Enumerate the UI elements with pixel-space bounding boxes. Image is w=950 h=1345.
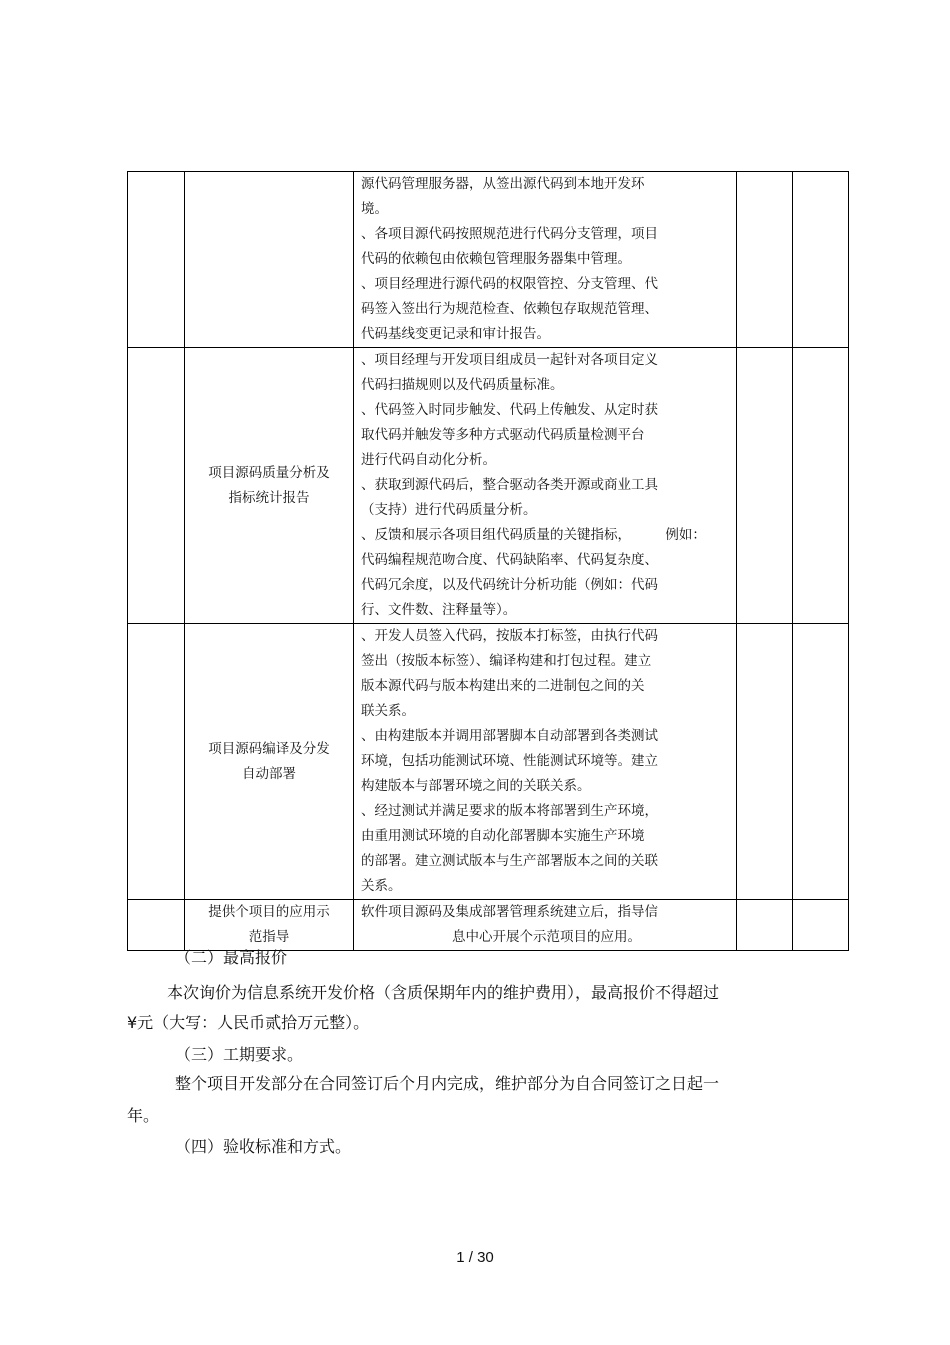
item-name-line: 项目源码质量分析及 <box>208 464 330 481</box>
description-line: 关系。 <box>361 878 402 894</box>
price-heading: （二）最高报价 <box>175 948 288 967</box>
description-line: 由重用测试环境的自动化部署脚本实施生产环境 <box>361 828 645 844</box>
empty-cell <box>793 624 849 900</box>
item-name-cell <box>185 172 354 348</box>
item-name-line: 自动部署 <box>242 765 296 782</box>
acceptance-heading: （四）验收标准和方式。 <box>175 1137 352 1156</box>
item-name-line: 范指导 <box>248 929 290 945</box>
description-line: 息中心开展个示范项目的应用。 <box>452 929 641 945</box>
description-line: 境。 <box>361 201 388 217</box>
description-line: 的部署。建立测试版本与生产部署版本之间的关联 <box>361 853 658 869</box>
description-line: 、各项目源代码按照规范进行代码分支管理，项目 <box>361 226 658 242</box>
item-name-cell <box>185 348 354 624</box>
price-paragraph-line-1: 本次询价为信息系统开发价格（含质保期年内的维护费用），最高报价不得超过 <box>167 983 720 1002</box>
description-line: 软件项目源码及集成部署管理系统建立后，指导信 <box>361 904 658 920</box>
description-line: 、经过测试并满足要求的版本将部署到生产环境， <box>361 803 658 819</box>
table-row <box>128 900 849 951</box>
item-name-line: 项目源码编译及分发 <box>208 740 330 757</box>
page-number: 1 / 30 <box>456 1249 494 1266</box>
empty-cell <box>737 348 793 624</box>
item-name-line: 提供个项目的应用示 <box>208 904 330 920</box>
description-cell <box>354 900 737 951</box>
index-cell <box>128 624 185 900</box>
empty-cell <box>793 172 849 348</box>
index-cell <box>128 172 185 348</box>
period-paragraph-line-1: 整个项目开发部分在合同签订后个月内完成，维护部分为自合同签订之日起一 <box>175 1074 720 1093</box>
description-cell <box>354 624 737 900</box>
description-line: （支持）进行代码质量分析。 <box>361 502 537 518</box>
price-paragraph-line-2: ¥元（大写：人民币贰拾万元整）。 <box>127 1013 370 1032</box>
description-line: 、由构建版本并调用部署脚本自动部署到各类测试 <box>361 728 658 744</box>
index-cell <box>128 348 185 624</box>
description-cell <box>354 348 737 624</box>
description-line: 、获取到源代码后，整合驱动各类开源或商业工具 <box>361 477 658 493</box>
description-cell <box>354 172 737 348</box>
description-line: 代码编程规范吻合度、代码缺陷率、代码复杂度、 <box>361 552 658 568</box>
description-line: 代码的依赖包由依赖包管理服务器集中管理。 <box>361 251 631 267</box>
period-paragraph-line-2: 年。 <box>127 1106 160 1125</box>
description-line: 构建版本与部署环境之间的关联关系。 <box>361 778 591 794</box>
description-line: 行、文件数、注释量等）。 <box>361 602 517 618</box>
description-line: 代码基线变更记录和审计报告。 <box>361 326 550 342</box>
description-line: 、反馈和展示各项目组代码质量的关键指标， 例如： <box>361 527 706 543</box>
index-cell <box>128 900 185 951</box>
empty-cell <box>737 624 793 900</box>
table-row <box>128 172 849 348</box>
empty-cell <box>793 348 849 624</box>
description-line: 码签入签出行为规范检查、依赖包存取规范管理、 <box>361 301 658 317</box>
description-line: 进行代码自动化分析。 <box>361 452 496 468</box>
description-line: 环境，包括功能测试环境、性能测试环境等。建立 <box>361 753 658 769</box>
description-line: 版本源代码与版本构建出来的二进制包之间的关 <box>361 678 645 694</box>
empty-cell <box>793 900 849 951</box>
description-line: 取代码并触发等多种方式驱动代码质量检测平台 <box>361 427 645 443</box>
description-line: 联关系。 <box>361 703 415 719</box>
requirements-table <box>127 171 849 951</box>
item-name-line: 指标统计报告 <box>228 489 310 506</box>
description-line: 、代码签入时同步触发、代码上传触发、从定时获 <box>361 402 658 418</box>
description-line: 代码扫描规则以及代码质量标准。 <box>361 377 564 393</box>
description-line: 、项目经理进行源代码的权限管控、分支管理、代 <box>361 276 658 292</box>
description-line: 、项目经理与开发项目组成员一起针对各项目定义 <box>361 352 658 368</box>
description-line: 代码冗余度，以及代码统计分析功能（例如：代码 <box>361 577 658 593</box>
table-row <box>128 348 849 624</box>
description-line: 源代码管理服务器，从签出源代码到本地开发环 <box>361 176 645 192</box>
empty-cell <box>737 172 793 348</box>
table-row <box>128 624 849 900</box>
description-line: 、开发人员签入代码，按版本打标签，由执行代码 <box>361 628 658 644</box>
item-name-cell <box>185 624 354 900</box>
description-line: 签出（按版本标签）、编译构建和打包过程。建立 <box>361 653 652 669</box>
period-heading: （三）工期要求。 <box>175 1045 304 1064</box>
empty-cell <box>737 900 793 951</box>
item-name-cell <box>185 900 354 951</box>
